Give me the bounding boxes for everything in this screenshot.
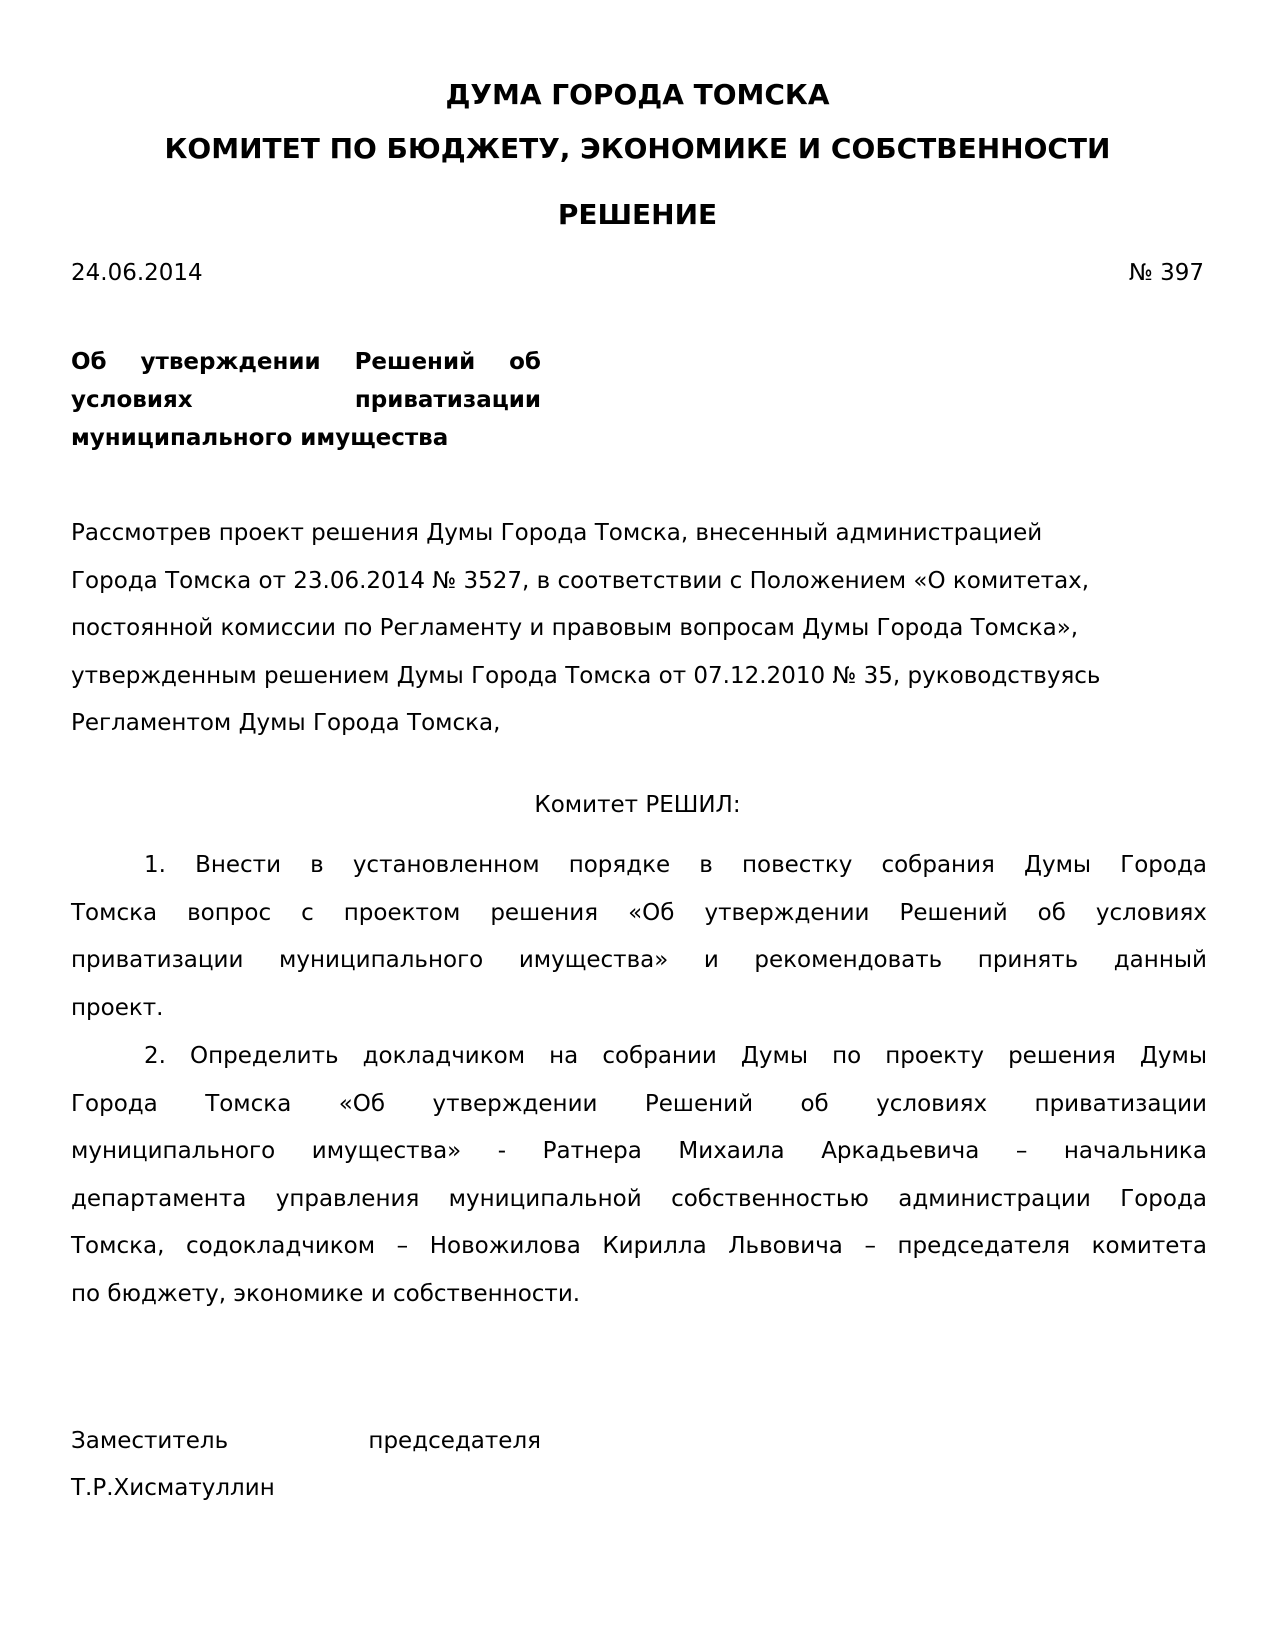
item-word: Томска bbox=[71, 899, 158, 926]
committee-title: КОМИТЕТ ПО БЮДЖЕТУ, ЭКОНОМИКЕ И СОБСТВЕННОСТИ bbox=[164, 132, 1111, 165]
item-word: Томска, bbox=[71, 1233, 165, 1259]
signatory-name: Т.Р.Хисматуллин bbox=[71, 1475, 275, 1501]
item-word: установленном bbox=[352, 852, 540, 878]
document-subject bbox=[71, 343, 541, 457]
preamble-line: утвержденным решением Думы Города Томска от 07.12.2010 № 35, руководствуясь bbox=[71, 662, 1101, 689]
item-word: муниципальной bbox=[448, 1185, 642, 1212]
item-line bbox=[71, 985, 1207, 1033]
resolved-heading: Комитет РЕШИЛ: bbox=[534, 792, 741, 818]
document-type-title: РЕШЕНИЕ bbox=[557, 198, 718, 231]
item-word: проект. bbox=[71, 994, 164, 1021]
item-word: Львовича bbox=[728, 1233, 843, 1259]
item-line bbox=[71, 1033, 1207, 1081]
item-line bbox=[71, 890, 1207, 938]
item-word: муниципального bbox=[71, 1138, 276, 1164]
item-word: администрации bbox=[898, 1185, 1091, 1212]
preamble-line: Рассмотрев проект решения Думы Города Томска, внесенный администрацией bbox=[71, 520, 1043, 546]
preamble-line: Регламентом Думы Города Томска, bbox=[71, 710, 501, 736]
organization-title: ДУМА ГОРОДА ТОМСКА bbox=[445, 78, 830, 111]
item-word: докладчиком bbox=[362, 1043, 526, 1069]
item-word: - bbox=[497, 1138, 507, 1164]
item-word: в bbox=[699, 852, 713, 878]
item-word: рекомендовать bbox=[754, 947, 943, 973]
signatory-title-word: Заместитель bbox=[71, 1428, 229, 1454]
item-word: Решений bbox=[644, 1090, 754, 1117]
preamble-line: постоянной комиссии по Регламенту и правовым вопросам Думы Города Томска», bbox=[71, 615, 1079, 641]
item-word: об bbox=[800, 1090, 829, 1117]
item-line bbox=[71, 1176, 1207, 1224]
item-word: собственностью bbox=[671, 1185, 869, 1212]
subject-word: Об bbox=[71, 349, 107, 375]
subject-word: Решений bbox=[354, 349, 476, 375]
item-word: начальника bbox=[1063, 1138, 1207, 1164]
item-word: Аркадьевича bbox=[821, 1138, 980, 1164]
preamble-line: Города Томска от 23.06.2014 № 3527, в соответствии с Положением «О комитетах, bbox=[71, 567, 1090, 594]
item-word: Томска bbox=[205, 1090, 292, 1117]
item-word: Города bbox=[1120, 1185, 1207, 1212]
item-word: Михаила bbox=[678, 1138, 785, 1164]
item-word: приватизации bbox=[71, 947, 244, 973]
item-word: Кирилла bbox=[602, 1233, 707, 1259]
subject-line bbox=[71, 381, 541, 419]
decision-item-2 bbox=[71, 1033, 1207, 1318]
item-word: в bbox=[310, 852, 324, 878]
item-word: Думы bbox=[1023, 852, 1092, 878]
item-word: с bbox=[301, 899, 314, 926]
item-word: по bbox=[832, 1043, 862, 1069]
item-word: 2. bbox=[144, 1043, 166, 1069]
item-word: принять bbox=[977, 947, 1079, 973]
item-word: по бюджету, экономике и собственности. bbox=[71, 1280, 581, 1307]
item-word: условиях bbox=[876, 1090, 988, 1117]
item-word: Новожилова bbox=[429, 1233, 581, 1259]
item-word: собрании bbox=[602, 1043, 717, 1069]
item-word: Думы bbox=[740, 1043, 808, 1069]
item-word: об bbox=[1037, 899, 1066, 926]
document-date: 24.06.2014 bbox=[71, 260, 203, 286]
item-word: проекту bbox=[885, 1043, 984, 1069]
item-word: порядке bbox=[568, 852, 671, 878]
item-word: имущества» bbox=[311, 1138, 462, 1164]
item-word: собрания bbox=[881, 852, 995, 878]
item-word: – bbox=[864, 1233, 876, 1259]
item-word: Решений bbox=[899, 899, 1008, 926]
subject-word: утверждении bbox=[140, 349, 321, 375]
item-word: повестку bbox=[741, 852, 853, 878]
item-line bbox=[71, 937, 1207, 985]
item-line bbox=[71, 842, 1207, 890]
item-word: «Об bbox=[338, 1090, 386, 1117]
item-word: управления bbox=[275, 1185, 420, 1212]
item-word: муниципального bbox=[279, 947, 484, 973]
item-word: Внести bbox=[195, 852, 282, 878]
item-line bbox=[71, 1271, 1207, 1319]
subject-word: условиях bbox=[71, 387, 193, 413]
item-word: имущества» bbox=[518, 947, 669, 973]
subject-line bbox=[71, 343, 541, 381]
item-word: – bbox=[396, 1233, 409, 1259]
item-line bbox=[71, 1223, 1207, 1271]
signatory-title bbox=[71, 1426, 541, 1456]
item-word: утверждении bbox=[704, 899, 870, 926]
item-word: на bbox=[549, 1043, 579, 1069]
item-word: 1. bbox=[144, 852, 166, 878]
document-number: № 397 bbox=[1128, 260, 1204, 286]
item-word: и bbox=[703, 947, 719, 973]
item-word: председателя bbox=[897, 1233, 1071, 1259]
item-word: Города bbox=[1120, 852, 1207, 878]
signatory-title-word: председателя bbox=[368, 1428, 541, 1454]
item-word: приватизации bbox=[1034, 1090, 1207, 1117]
item-word: решения bbox=[490, 899, 599, 926]
item-word: решения bbox=[1008, 1043, 1116, 1069]
item-word: содокладчиком bbox=[185, 1233, 376, 1259]
item-word: Города bbox=[71, 1090, 158, 1117]
item-word: утверждении bbox=[432, 1090, 598, 1117]
item-word: Определить bbox=[190, 1043, 339, 1069]
subject-word: приватизации bbox=[354, 387, 541, 413]
item-word: Думы bbox=[1139, 1043, 1207, 1069]
item-word: вопрос bbox=[187, 899, 272, 926]
item-word: Ратнера bbox=[542, 1138, 642, 1164]
item-word: данный bbox=[1113, 947, 1207, 973]
item-word: проектом bbox=[343, 899, 461, 926]
item-word: департамента bbox=[71, 1185, 247, 1212]
item-word: – bbox=[1015, 1138, 1028, 1164]
item-line bbox=[71, 1081, 1207, 1129]
item-word: условиях bbox=[1095, 899, 1207, 926]
subject-line: муниципального имущества bbox=[71, 425, 449, 451]
item-word: «Об bbox=[628, 899, 675, 926]
preamble-paragraph bbox=[71, 510, 1207, 748]
item-word: комитета bbox=[1091, 1233, 1207, 1259]
item-line bbox=[71, 1128, 1207, 1176]
subject-word: об bbox=[509, 349, 541, 375]
decision-item-1 bbox=[71, 842, 1207, 1032]
